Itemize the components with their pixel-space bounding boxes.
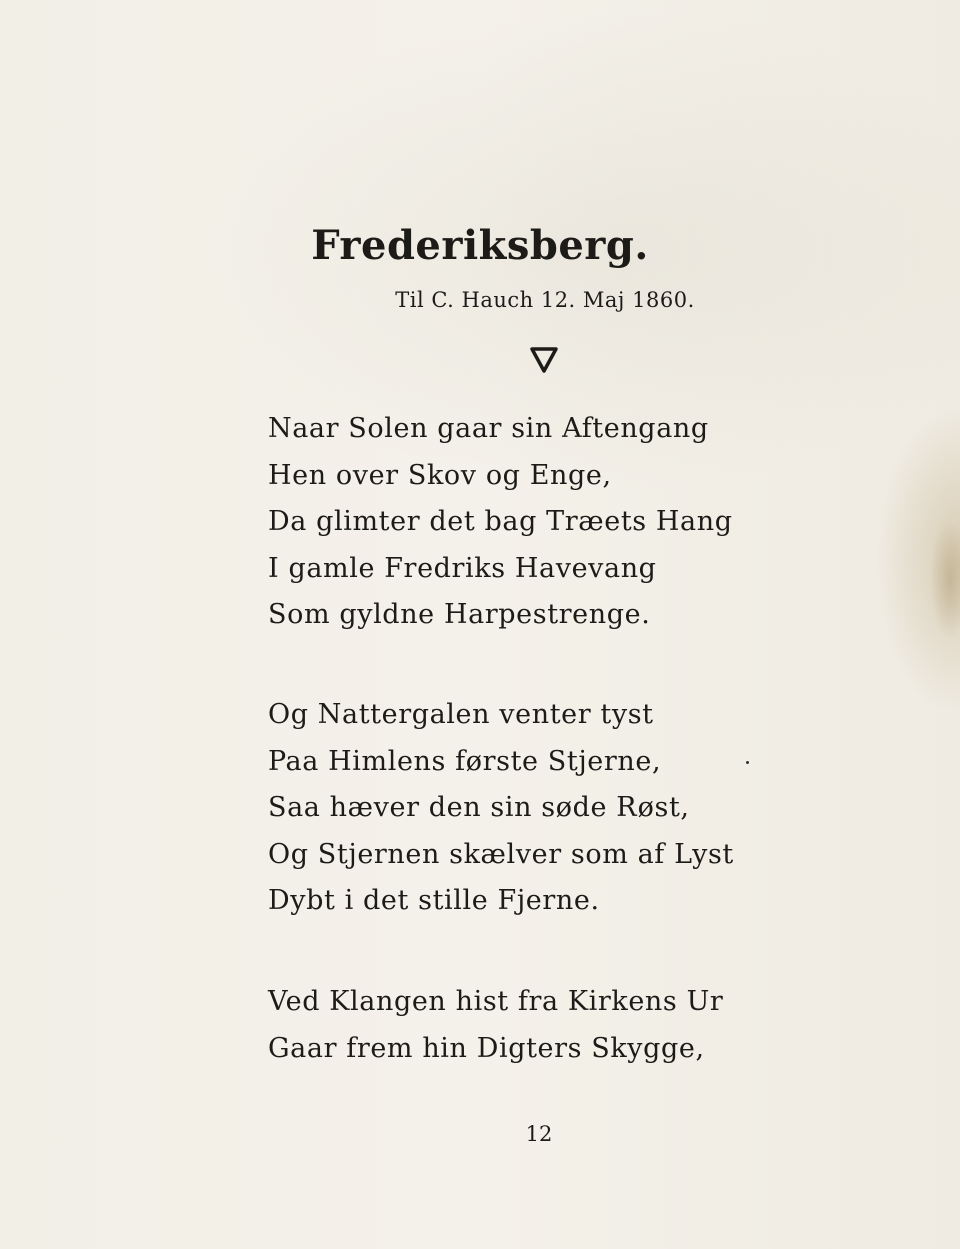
stanza-1: [268, 406, 733, 639]
poem-line: Paa Himlens første Stjerne,: [268, 745, 662, 777]
downward-triangle-icon: [529, 344, 559, 374]
poem-line: Da glimter det bag Træets Hang: [268, 506, 733, 537]
poem-line: Dybt i det stille Fjerne.: [268, 885, 600, 916]
poem-line: I gamle Fredriks Havevang: [268, 552, 657, 584]
page-stain: [930, 520, 960, 640]
poem-title: Frederiksberg.: [311, 222, 649, 269]
poem-line: Hen over Skov og Enge,: [268, 459, 612, 491]
poem-line: Naar Solen gaar sin Aftengang: [268, 413, 709, 444]
poem-line: Gaar frem hin Digters Skygge,: [268, 1032, 705, 1064]
stanza-2: [268, 692, 734, 925]
poem-dedication: Til C. Hauch 12. Maj 1860.: [395, 288, 695, 312]
poem-line: Som gyldne Harpestrenge.: [268, 599, 651, 630]
poem-line: Saa hæver den sin søde Røst,: [268, 792, 690, 823]
poem-line: Ved Klangen hist fra Kirkens Ur: [268, 986, 724, 1017]
stanza-3: [268, 979, 723, 1072]
page-number: 12: [525, 1122, 553, 1146]
ink-speck: [746, 761, 749, 764]
poem-line: Og Nattergalen venter tyst: [268, 699, 654, 730]
poem-line: Og Stjernen skælver som af Lyst: [268, 838, 734, 870]
